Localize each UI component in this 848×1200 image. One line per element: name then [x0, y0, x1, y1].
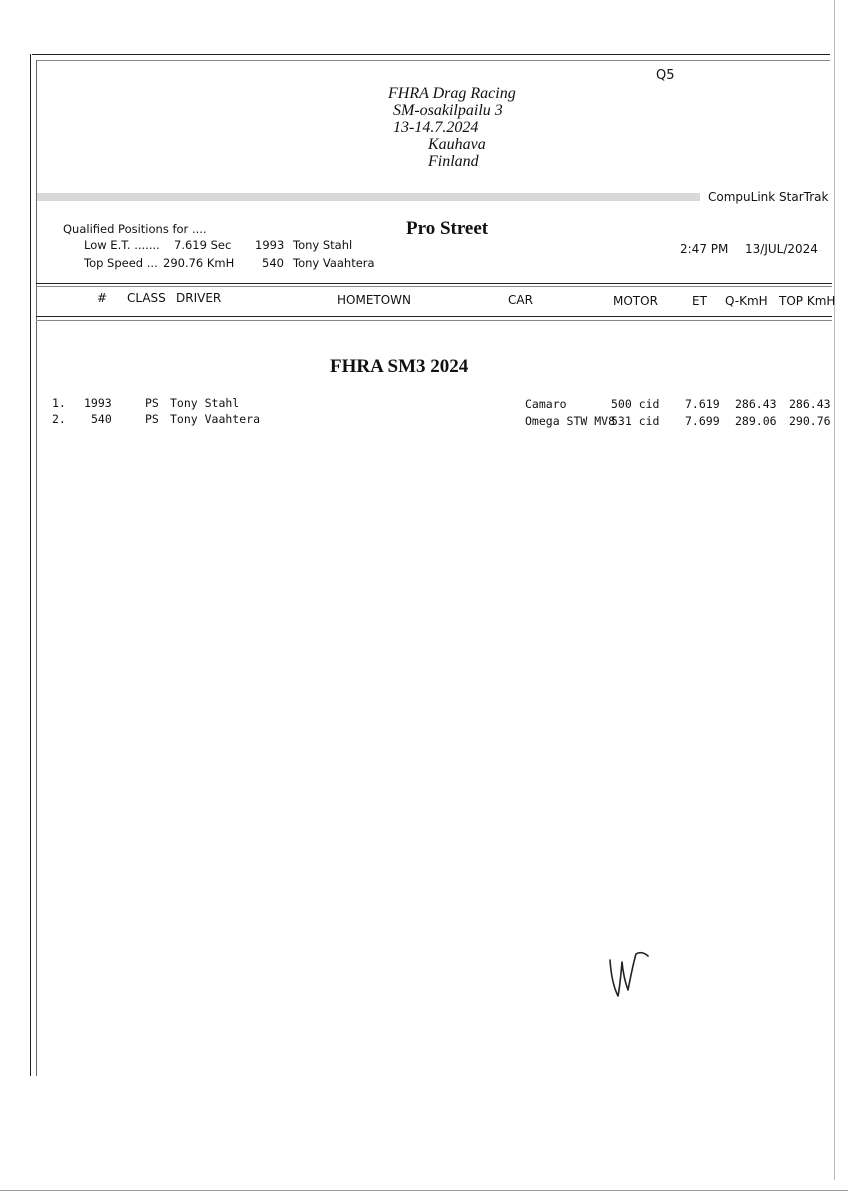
column-car: CAR	[508, 293, 533, 307]
header-band-top-2	[36, 286, 832, 287]
row-driver: Tony Stahl	[170, 396, 240, 410]
dotted-separator	[36, 193, 700, 201]
low-et-number: 1993	[255, 238, 285, 252]
row-et: 7.699	[685, 414, 720, 428]
column-class: CLASS	[127, 291, 166, 305]
header-band-top	[36, 283, 832, 284]
column-et: ET	[692, 294, 707, 308]
row-driver: Tony Vaahtera	[170, 412, 261, 426]
report-date: 13/JUL/2024	[745, 242, 818, 256]
row-motor: 531 cid	[611, 414, 660, 428]
row-number: 540	[91, 412, 112, 426]
event-line-2: SM-osakilpailu 3	[393, 102, 503, 119]
frame-left-line	[30, 54, 31, 1076]
row-number: 1993	[84, 396, 112, 410]
section-title: FHRA SM3 2024	[330, 356, 469, 377]
low-et-value: 7.619 Sec	[174, 238, 232, 252]
top-speed-number: 540	[262, 256, 284, 270]
frame-right-line	[834, 0, 835, 1180]
top-speed-label: Top Speed ...	[84, 256, 158, 270]
row-motor: 500 cid	[611, 397, 660, 411]
row-top-kmh: 290.76	[789, 414, 831, 428]
frame-top-line-2	[36, 60, 830, 61]
event-line-4: Kauhava	[428, 136, 486, 153]
row-class: PS	[145, 412, 159, 426]
row-position: 2.	[52, 412, 66, 426]
event-line-5: Finland	[428, 153, 479, 170]
low-et-label: Low E.T. .......	[84, 238, 160, 252]
class-title: Pro Street	[406, 218, 489, 239]
row-car: Camaro	[525, 397, 567, 411]
row-class: PS	[145, 396, 159, 410]
low-et-driver: Tony Stahl	[293, 238, 353, 252]
row-q-kmh: 289.06	[735, 414, 777, 428]
row-car: Omega STW MV8	[525, 414, 616, 428]
header-band-bottom	[36, 316, 832, 317]
frame-top-line	[32, 54, 830, 55]
row-position: 1.	[52, 396, 66, 410]
handwritten-signature	[600, 940, 660, 1010]
column-motor: MOTOR	[613, 294, 658, 308]
bottom-edge-line	[0, 1190, 848, 1191]
frame-left-line-2	[36, 60, 37, 1076]
system-name: CompuLink StarTrak	[708, 190, 829, 204]
column-hometown: HOMETOWN	[337, 293, 412, 307]
header-band-bottom-2	[36, 320, 832, 321]
column-q-kmh: Q-KmH	[725, 294, 768, 308]
sheet-code: Q5	[656, 68, 675, 83]
column-top-kmh: TOP KmH	[779, 294, 836, 308]
row-et: 7.619	[685, 397, 720, 411]
top-speed-value: 290.76 KmH	[163, 256, 235, 270]
event-line-1: FHRA Drag Racing	[388, 85, 516, 102]
top-speed-driver: Tony Vaahtera	[293, 256, 375, 270]
row-q-kmh: 286.43	[735, 397, 777, 411]
qualified-label: Qualified Positions for ....	[63, 222, 207, 236]
column-driver: DRIVER	[176, 291, 222, 305]
column-num: #	[97, 291, 108, 305]
row-top-kmh: 286.43	[789, 397, 831, 411]
report-time: 2:47 PM	[680, 242, 729, 256]
event-line-3: 13-14.7.2024	[393, 119, 479, 136]
